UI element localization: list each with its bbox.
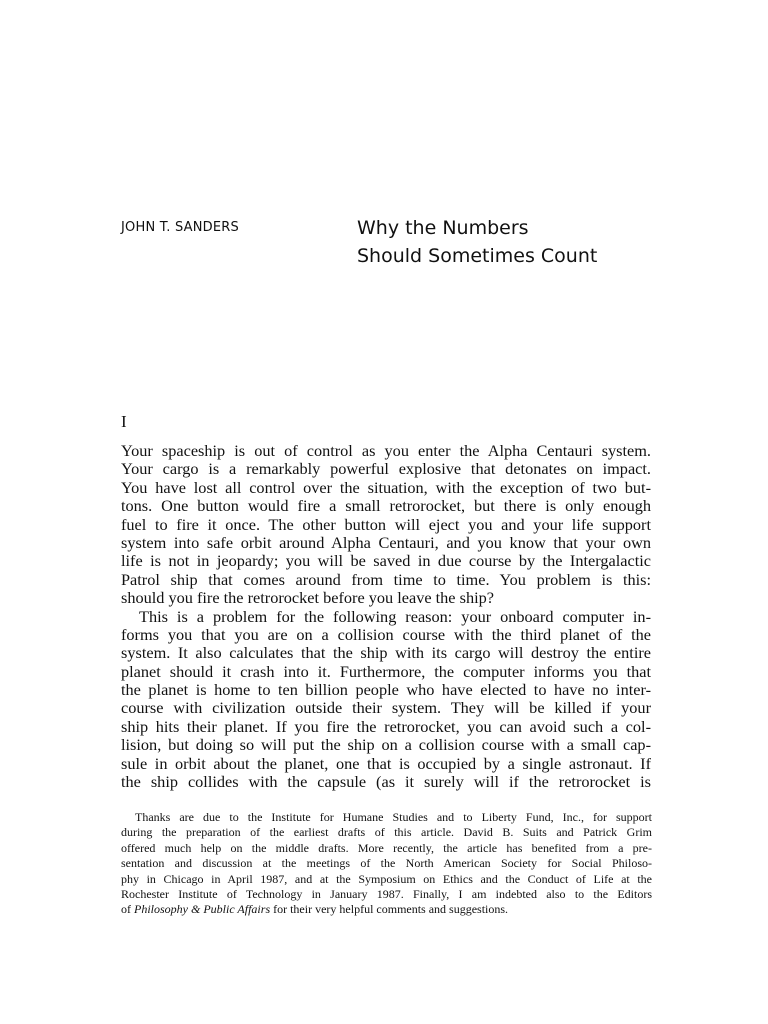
body-line: the planet is home to ten billion people who have elected to have no inter-	[121, 681, 651, 700]
body-line: fuel to fire it once. The other button will eject you and your life support	[121, 515, 651, 534]
body-line: should you fire the retrorocket before you leave the ship?	[121, 589, 494, 608]
body-line: life is not in jeopardy; you will be saved in due course by the Intergalactic	[121, 552, 651, 571]
article-title-line-1: Why the Numbers	[357, 217, 529, 239]
journal-name: Philosophy & Public Affairs	[134, 902, 271, 917]
body-line: This is a problem for the following reason: your onboard computer in-	[139, 607, 651, 626]
body-line: planet should it crash into it. Furthermore, the computer informs you that	[121, 662, 651, 681]
author-name: JOHN T. SANDERS	[121, 220, 239, 235]
body-line: sule in orbit about the planet, one that is occupied by a single astronaut. If	[121, 754, 651, 773]
footnote-line	[121, 902, 652, 917]
body-line: Your cargo is a remarkably powerful explosive that detonates on impact.	[121, 460, 651, 479]
body-line: course with civilization outside their system. They will be killed if your	[121, 699, 651, 718]
footnote-line: Rochester Institute of Technology in January 1987. Finally, I am indebted also to the Editors	[121, 886, 652, 901]
body-line: the ship collides with the capsule (as it surely will if the retrorocket is	[121, 773, 651, 792]
body-line: system. It also calculates that the ship with its cargo will destroy the entire	[121, 644, 651, 663]
body-line: You have lost all control over the situation, with the exception of two but-	[121, 478, 651, 497]
body-line: Patrol ship that comes around from time to time. You problem is this:	[121, 570, 651, 589]
section-number: I	[121, 412, 127, 431]
body-line: tons. One button would fire a small retrorocket, but there is only enough	[121, 497, 651, 516]
body-line: lision, but doing so will put the ship on a collision course with a small cap-	[121, 736, 651, 755]
body-line: forms you that you are on a collision course with the third planet of the	[121, 625, 651, 644]
body-line: system into safe orbit around Alpha Centauri, and you know that your own	[121, 533, 651, 552]
body-text	[121, 442, 651, 791]
footnote-line: Thanks are due to the Institute for Humane Studies and to Liberty Fund, Inc., for support	[135, 810, 652, 824]
body-line: Your spaceship is out of control as you enter the Alpha Centauri system.	[121, 442, 651, 460]
footnote	[121, 810, 652, 918]
article-title-line-2: Should Sometimes Count	[357, 245, 598, 267]
body-line: ship hits their planet. If you fire the retrorocket, you can avoid such a col-	[121, 717, 651, 736]
footnote-suffix: for their very helpful comments and suggestions.	[270, 902, 509, 917]
footnote-line: sentation and discussion at the meetings of the North American Society for Social Philoso-	[121, 856, 652, 871]
footnote-line: during the preparation of the earliest drafts of this article. David B. Suits and Patrick Grim	[121, 825, 652, 840]
footnote-line: phy in Chicago in April 1987, and at the Symposium on Ethics and the Conduct of Life at the	[121, 871, 652, 886]
footnote-line: offered much help on the middle drafts. More recently, the article has benefited from a pre-	[121, 840, 652, 855]
footnote-prefix: of	[121, 902, 134, 917]
article-title	[357, 214, 597, 270]
